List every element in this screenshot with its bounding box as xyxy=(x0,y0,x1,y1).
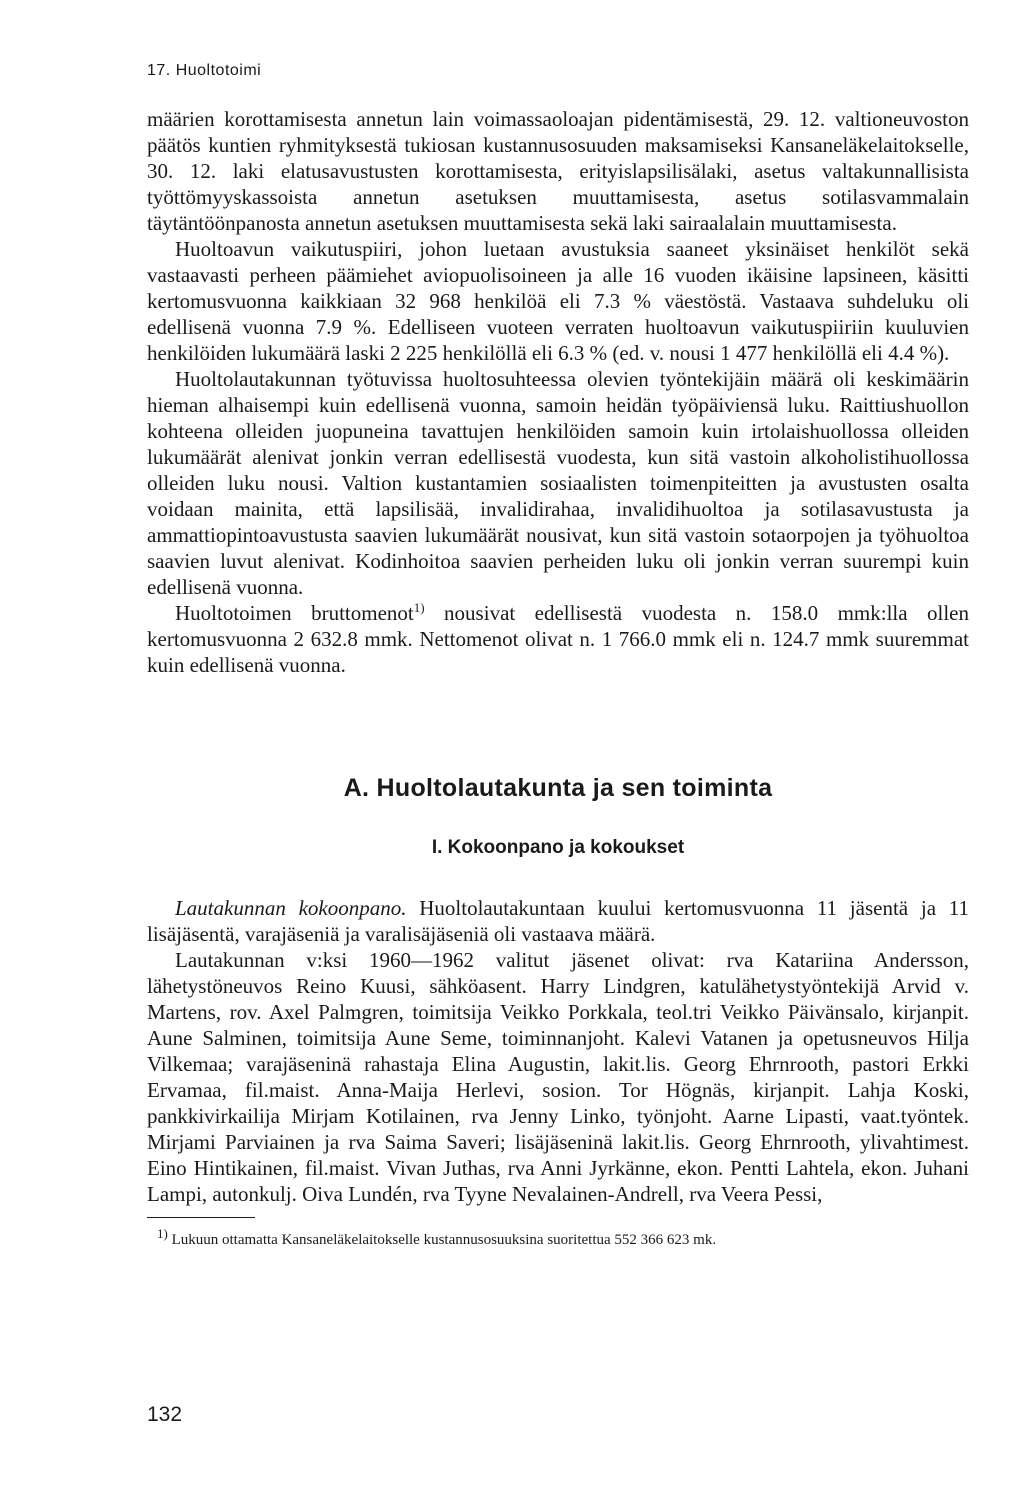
page-number: 132 xyxy=(147,1403,183,1426)
costs-lead: Huoltotoimen bruttomenot xyxy=(175,601,414,625)
paragraph-members: Lautakunnan v:ksi 1960—1962 valitut jäsenet olivat: rva Katariina Andersson, lähetystöneuvos Reino Kuusi, sähköasent. Harry Lindgren, katulähetystyöntekijä Arvid v. Martens, rov. Axel Palmgren, toimitsija Veikko Porkkala, teol.tri Veikko Päivänsalo, kirjanpit. Aune Salminen, toimitsija Aune Seme, toiminnanjoht. Kalevi Vatanen ja opetusneuvos Hilja Vilkemaa; varajäseninä rahastaja Elina Augustin, lakit.lis. Georg Ehrnrooth, pastori Erkki Ervamaa, fil.maist. Anna-Maija Herlevi, sosion. Tor Högnäs, kirjanpit. Lahja Koski, pankkivirkailija Mirjam Kotilainen, rva Jenny Linko, työnjoht. Aarne Lipasti, vaat.työntek. Mirjami Parviainen ja rva Saima Saveri; lisäjäseninä lakit.lis. Georg Ehrnrooth, ylivahtimest. Eino Hintikainen, fil.maist. Vivan Juthas, rva Anni Jyrkänne, ekon. Pentti Lahtela, ekon. Juhani Lampi, autonkulj. Oiva Lundén, rva Tyyne Nevalainen-Andrell, rva Veera Pessi, xyxy=(147,948,969,1206)
subsection-title: I. Kokoonpano ja kokoukset xyxy=(431,837,685,858)
footnote-reference: 1) xyxy=(413,600,425,615)
footnote-text: Lukuun ottamatta Kansaneläkelaitokselle kustannusosuuksina suoritettua 552 366 623 mk. xyxy=(167,1232,717,1248)
composition-italic-lead: Lautakunnan kokoonpano. xyxy=(175,896,407,920)
costs-rest: nousivat edellisestä vuodesta n. 158.0 mmk:lla ollen kertomusvuonna 2 632.8 mmk. Nettomenot olivat n. 1 766.0 mmk eli n. 124.7 mmk suuremmat kuin edellisenä vuonna. xyxy=(147,601,969,677)
composition-rest: Huoltolautakuntaan kuului kertomusvuonna 11 jäsentä ja 11 lisäjäsentä, varajäseniä ja varalisäjäseniä oli vastaava määrä. xyxy=(147,896,969,946)
running-head: 17. Huoltotoimi xyxy=(147,62,262,79)
paragraph-composition xyxy=(147,895,969,947)
paragraph-vaikutuspiiri: Huoltoavun vaikutuspiiri, johon luetaan avustuksia saaneet yksinäiset henkilöt sekä vastaavasti perheen päämiehet aviopuolisoineen ja alle 16 vuoden ikäisine lapsineen, käsitti kertomusvuonna kaikkiaan 32 968 henkilöä eli 7.3 % väestöstä. Vastaava suhdeluku oli edellisenä vuonna 7.9 %. Edelliseen vuoteen verraten huoltoavun vaikutuspiiriin kuuluvien henkilöiden lukumäärä laski 2 225 henkilöllä eli 6.3 % (ed. v. nousi 1 477 henkilöllä eli 4.4 %). xyxy=(147,237,969,365)
paragraph-tyotuvat: Huoltolautakunnan työtuvissa huoltosuhteessa olevien työntekijäin määrä oli keskimäärin hieman alhaisempi kuin edellisenä vuonna, samoin heidän työpäiviensä luku. Raittiushuollon kohteena olleiden juopuneina tavattujen henkilöiden samoin kuin irtolaishuollossa olleiden lukumäärät alenivat jonkin verran edellisestä vuodesta, kun sitä vastoin alkoholistihuollossa olleiden luku nousi. Valtion kustantamien sosiaalisten toimenpiteitten ja avustusten osalta voidaan mainita, että lapsilisää, invalidirahaa, invalidihuoltoa ja sotilasavustusta ja ammattiopintoavustusta saavien lukumäärät nousivat, kun sitä vastoin sotaorpojen ja työhuoltoa saavien luvut alenivat. Kodinhoitoa saavien perheiden luku oli jonkin verran suurempi kuin edellisenä vuonna. xyxy=(147,367,969,599)
paragraph-costs xyxy=(147,600,969,678)
footnote xyxy=(157,1226,969,1250)
footnote-marker: 1) xyxy=(157,1226,168,1241)
page-content xyxy=(147,62,969,1250)
footnote-divider xyxy=(147,1217,255,1218)
section-title: A. Huoltolautakunta ja sen toiminta xyxy=(343,774,773,802)
paragraph-continuation: määrien korottamisesta annetun lain voimassaoloajan pidentämisestä, 29. 12. valtioneuvoston päätös kuntien ryhmityksestä tukiosan kustannusosuuden maksamiseksi Kansaneläkelaitokselle, 30. 12. laki elatusavustusten korottamisesta, erityislapsilisälaki, asetus valtakunnallisista työttömyyskassoista annetun asetuksen muuttamisesta, asetus sotilasvammalain täytäntöönpanosta annetun asetuksen muuttamisesta sekä laki sairaalalain muuttamisesta. xyxy=(147,107,969,235)
